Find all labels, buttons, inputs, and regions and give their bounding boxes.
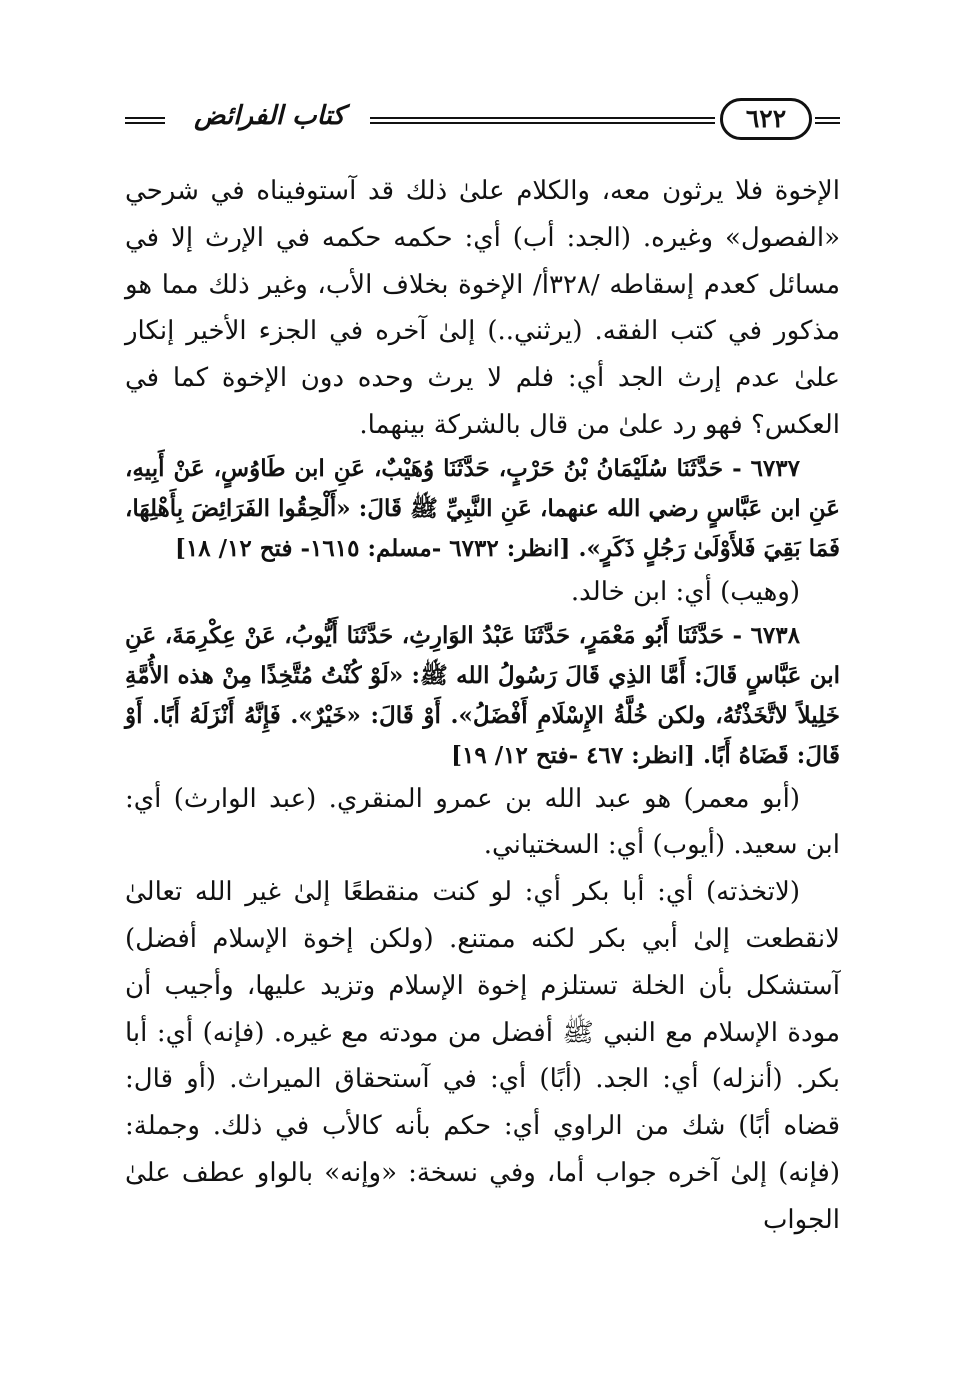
hadith-6738: ٦٧٣٨ - حَدَّثَنَا أَبُو مَعْمَرٍ، حَدَّثَنَا عَبْدُ الوَارِثِ، حَدَّثَنَا أَيُّوبُ، عَنْ عِكْرِمَةَ، عَنِ ابن عَبَّاسٍ قَالَ: أَمَّا الذِي قَالَ رَسُولُ الله ﷺ: «لَوْ كُنْتُ مُتَّخِذًا مِنْ هذه الأُمَّةِ خَلِيلاً لاتَّخَذْتُهُ، ولكن خُلَّةُ الإِسْلَامِ أَفْضَلُ». أَوْ قَالَ: «خَيْرٌ». فَإِنَّهُ أَنْزَلَهُ أَبًا. أَوْ قَالَ: قَضَاهُ أَبًا. [انظر: ٤٦٧ -فتح ١٢/ ١٩] [125,621,840,769]
book-title: كتاب الفرائض [194,101,345,131]
page-header [125,95,840,145]
header-rule-right [815,117,840,124]
page-body [125,168,840,1244]
header-rule-left [125,117,165,124]
commentary-paragraph: (لاتخذته) أي: أبا بكر أي: لو كنت منقطعًا إلىٰ غير الله تعالىٰ لانقطعت إلىٰ أبي بكر لكنه ممتنع. (ولكن إخوة الإسلام أفضل) آستشكل بأن الخلة تستلزم إخوة الإسلام وتزيد عليها، وأجيب أن مودة الإسلام مع النبي ﷺ أفضل من مودته مع غيره. (فإنه) أي: أبا بكر. (أنزله) أي: الجد. (أبًا) أي: في آستحقاق الميراث. (أو قال: قضاه أبًا) شك من الراوي أي: حكم بأنه كالأب في ذلك. وجملة: (فإنه) إلىٰ آخره جواب أما، وفي نسخة: «وإنه» بالواو عطف علىٰ الجواب [125,877,840,1235]
page-number: ٦٢٢ [720,98,812,140]
hadith-6737: ٦٧٣٧ - حَدَّثَنَا سُلَيْمَانُ بْنُ حَرْبٍ، حَدَّثَنَا وُهَيْبٌ، عَنِ ابن طَاوُسٍ، عَنْ أَبِيهِ، عَنِ ابن عَبَّاسٍ رضي الله عنهما، عَنِ النَّبِيِّ ﷺ قَالَ: «أَلْحِقُوا الفَرَائِضَ بِأَهْلِهَا، فَمَا بَقِيَ فَلأَوْلَىٰ رَجُلٍ ذَكَرٍ». [انظر: ٦٧٣٢ -مسلم: ١٦١٥- فتح ١٢/ ١٨] [125,454,840,562]
commentary-paragraph: الإخوة فلا يرثون معه، والكلام علىٰ ذلك قد آستوفيناه في شرحي «الفصول» وغيره. (الجد: أب) أي: حكمه حكمه في الإرث إلا في مسائل كعدم إسقاطه /٣٢٨أ/ الإخوة بخلاف الأب، وغير ذلك مما هو مذكور في كتب الفقه. (يرثني..) إلىٰ آخره في الجزء الأخير إنكار علىٰ عدم إرث الجد أي: فلم لا يرث وحده دون الإخوة كما في العكس؟ فهو رد علىٰ من قال بالشركة بينهما. [125,176,841,440]
commentary-paragraph: (أبو معمر) هو عبد الله بن عمرو المنقري. (عبد الوارث) أي: ابن سعيد. (أيوب) أي: السختياني. [125,783,840,861]
header-rule-middle [370,117,715,124]
commentary-paragraph: (وهيب) أي: ابن خالد. [570,576,800,607]
